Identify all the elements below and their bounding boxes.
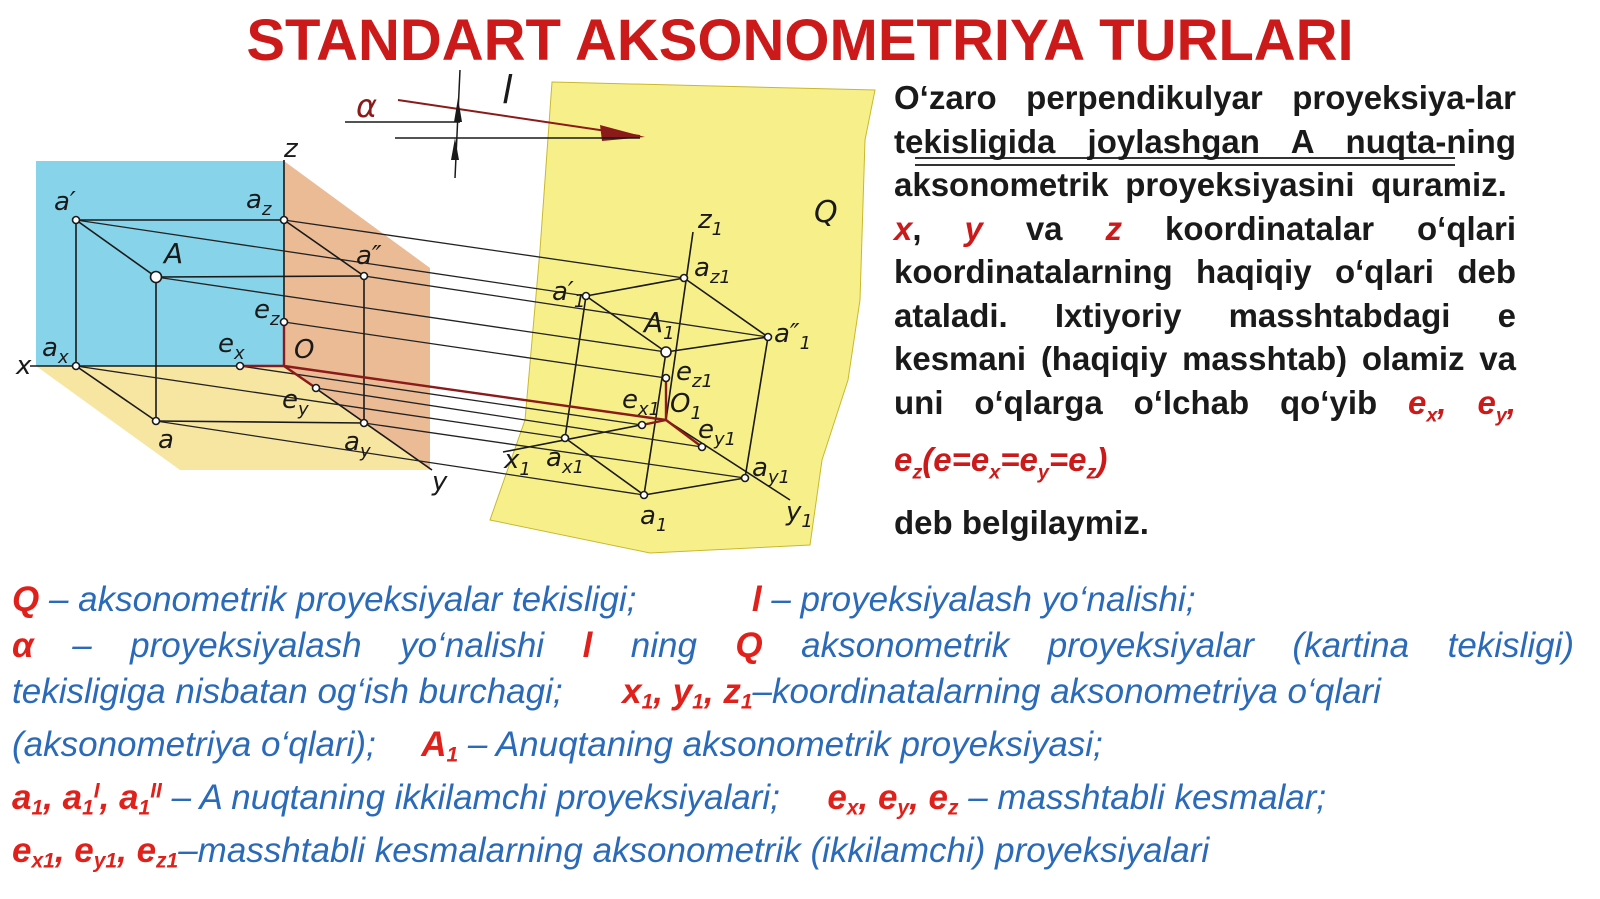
label-z: z (284, 134, 298, 164)
label-e-x1: $e_{x1}$ (622, 385, 661, 420)
label-a-dprime: a″ (356, 241, 382, 271)
point-A (151, 272, 162, 283)
legend-line-5: $a_1$, $a_1^I$, $a_1^{II}$ – A nuqtaning ikkilamchi proyeksiyalari; $e_x$, $e_y$, $e_z$ – masshtabli kesmalar; (12, 778, 1327, 820)
label-a-y1: $a_{y1}$ (752, 453, 791, 488)
point-A1 (661, 347, 671, 357)
slide-title: STANDART AKSONOMETRIYA TURLARI (246, 8, 1354, 73)
label-alpha: α (356, 87, 378, 125)
label-x1: $x_1$ (504, 445, 531, 480)
legend-line-2: α – proyeksiyalash yo‘nalishi l ning Q aksonometrik proyeksiyalar (kartina tekisligi) (12, 626, 1575, 665)
label-y: y (432, 467, 448, 497)
legend-line-1: Q – aksonometrik proyeksiyalar tekisligi; l – proyeksiyalash yo‘nalishi; (12, 580, 1196, 619)
legend-line-4: (aksonometriya o‘qlari); $A_1$ – Anuqtaning aksonometrik proyeksiyasi; (12, 725, 1103, 767)
label-a1: $a_1$ (640, 501, 668, 536)
label-a1-prime: $a'_1$ (552, 277, 586, 312)
axonometry-diagram (0, 70, 890, 560)
label-e-y1: $e_{y1}$ (698, 415, 737, 450)
label-e-x: $e_x$ (218, 329, 245, 364)
label-a-x1: $a_{x1}$ (546, 443, 585, 478)
description-paragraph: O‘zaro perpendikulyar proyeksiya-lar tekisligida joylashgan A nuqta-ning aksonometrik proyeksiyasini quramiz. x, y va z koordinatalar o‘qlari koordinatalarning haqiqiy o‘qlari deb ataladi. Ixtiyoriy masshtabdagi e kesmani (haqiqiy masshtab) olamiz va uni o‘qlarga o‘lchab qo‘yib $e_x$, $e_y$, $e_z(e=e_x=e_y=e_z)$ deb belgilaymiz. (894, 79, 1517, 541)
label-a-prime: a′ (54, 187, 76, 217)
label-x: x (16, 351, 32, 381)
label-l: l (502, 70, 513, 112)
label-e-z: $e_z$ (254, 295, 280, 330)
label-A1: $A_1$ (644, 306, 675, 344)
label-O: O (294, 335, 315, 365)
label-e-y: $e_y$ (282, 385, 309, 420)
legend-line-6: $e_{x1}$, $e_{y1}$, $e_{z1}$–masshtabli kesmalarning aksonometrik (ikkilamchi) proyeksiyalari (12, 831, 1210, 873)
label-z1: $z_1$ (698, 205, 724, 240)
label-a-x: $a_x$ (42, 333, 69, 368)
label-e-z1: $e_{z1}$ (676, 357, 713, 392)
picture-plane-Q (490, 82, 875, 553)
label-a: a (158, 425, 174, 455)
label-a-z1: $a_{z1}$ (694, 253, 731, 288)
label-A: A (164, 237, 184, 270)
label-O1: $O_1$ (670, 389, 702, 424)
label-y1: $y_1$ (786, 497, 813, 532)
label-Q: Q (814, 195, 838, 230)
label-a1-dprime: $a''_1$ (774, 319, 812, 354)
legend-line-3: tekisligiga nisbatan og‘ish burchagi; $x_1$, $y_1$, $z_1$–koordinatalarning aksonometriya o‘qlari (12, 672, 1381, 714)
label-a-z: $a_z$ (246, 185, 272, 220)
label-a-y: $a_y$ (344, 427, 371, 462)
